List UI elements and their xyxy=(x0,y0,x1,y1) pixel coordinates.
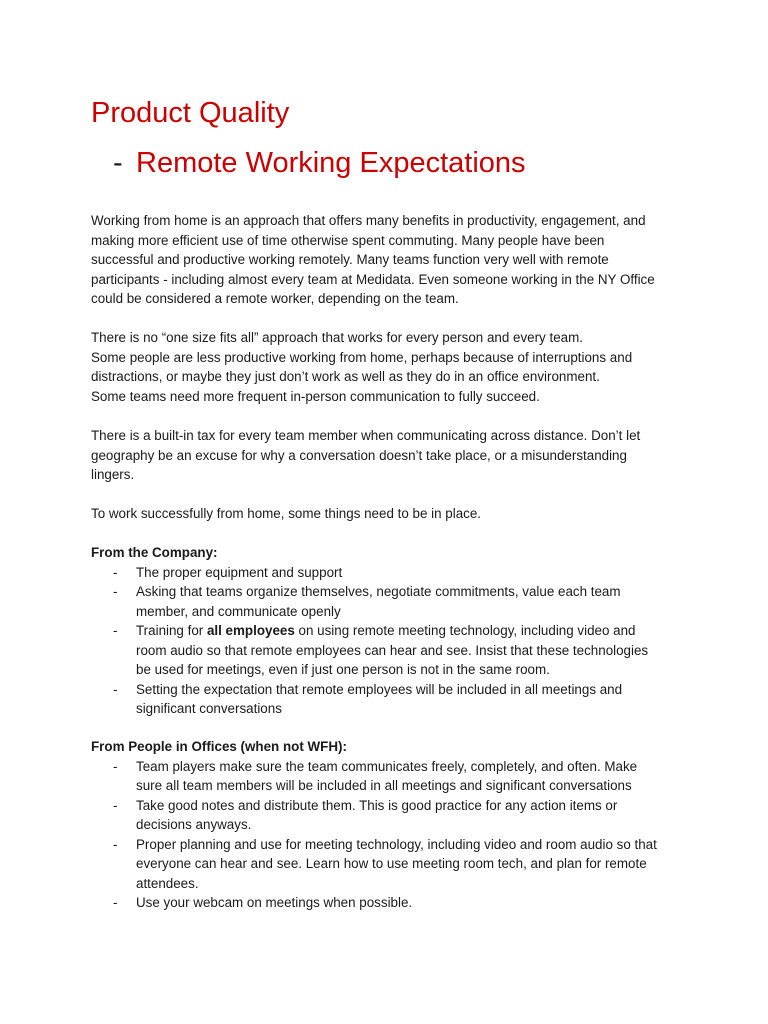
paragraph-line: Some teams need more frequent in-person communication to fully succeed. xyxy=(91,388,540,404)
bullet-dash: - xyxy=(113,758,118,774)
paragraph-line: geography be an excuse for why a conversation doesn’t take place, or a misunderstanding xyxy=(91,447,627,463)
subtitle-text: Remote Working Expectations xyxy=(136,147,526,179)
paragraph-line: making more efficient use of time otherwise spent commuting. Many people have been xyxy=(91,232,605,248)
company-list xyxy=(91,563,681,719)
bullet-dash: - xyxy=(113,681,118,697)
offices-list xyxy=(91,757,681,913)
list-item-line: member, and communicate openly xyxy=(136,603,341,619)
document-subtitle xyxy=(113,143,526,183)
bullet-dash: - xyxy=(113,836,118,852)
list-item-line: The proper equipment and support xyxy=(136,564,343,580)
list-item-line xyxy=(136,621,681,641)
paragraph-line: Some people are less productive working from home, perhaps because of interruptions and xyxy=(91,349,633,365)
document-title: Product Quality xyxy=(91,97,290,129)
bullet-dash: - xyxy=(113,623,118,638)
list-item-line: significant conversations xyxy=(136,701,282,716)
list-item-line: be used for meetings, even if just one person is not in the same room. xyxy=(136,662,550,677)
text-run: on using remote meeting technology, including video and xyxy=(294,623,636,638)
list-item-line: Proper planning and use for meeting technology, including video and room audio so that xyxy=(136,836,657,852)
bullet-dash: - xyxy=(113,564,118,580)
list-item-line: Asking that teams organize themselves, negotiate commitments, value each team xyxy=(136,584,621,599)
list-item-line: sure all team members will be included in all meetings and significant conversations xyxy=(136,778,632,793)
paragraph-line: participants - including almost every team at Medidata. Even someone working in the NY Office xyxy=(91,271,655,287)
paragraph-line: To work successfully from home, some things need to be in place. xyxy=(91,506,482,521)
bullet-dash: - xyxy=(113,895,118,910)
list-item-line: Use your webcam on meetings when possible. xyxy=(136,895,413,910)
list-item xyxy=(91,796,681,835)
list-item xyxy=(91,757,681,796)
paragraph-intro xyxy=(91,211,681,309)
paragraph-work-successfully xyxy=(91,504,681,524)
text-run: Training for xyxy=(136,623,207,638)
list-item-line: everyone can hear and see. Learn how to use meeting room tech, and plan for remote xyxy=(136,856,647,871)
list-item-line: Team players make sure the team communicates freely, completely, and often. Make xyxy=(136,758,638,774)
list-item xyxy=(91,563,681,583)
subtitle-dash: - xyxy=(113,147,123,179)
list-item xyxy=(91,835,681,894)
paragraph-line: Working from home is an approach that offers many benefits in productivity, engagement, and xyxy=(91,213,646,228)
list-item-line: Setting the expectation that remote employees will be included in all meetings and xyxy=(136,681,623,697)
list-item xyxy=(91,893,681,913)
list-item xyxy=(91,621,681,680)
list-item-line: Take good notes and distribute them. This is good practice for any action items or xyxy=(136,797,618,813)
list-item xyxy=(91,582,681,621)
bullet-dash: - xyxy=(113,584,118,599)
section-heading-company: From the Company: xyxy=(91,545,218,560)
section-heading-offices: From People in Offices (when not WFH): xyxy=(91,739,347,754)
paragraph-one-size xyxy=(91,328,681,406)
bullet-dash: - xyxy=(113,797,118,813)
paragraph-line: distractions, or maybe they just don’t work as well as they do in an office environment. xyxy=(91,369,600,384)
paragraph-tax xyxy=(91,426,681,485)
section-company xyxy=(91,543,681,719)
list-item xyxy=(91,680,681,719)
paragraph-line: lingers. xyxy=(91,467,135,482)
section-offices xyxy=(91,737,681,913)
paragraph-line: could be considered a remote worker, depending on the team. xyxy=(91,291,459,306)
paragraph-line: There is a built-in tax for every team member when communicating across distance. Don’t let xyxy=(91,428,641,443)
list-item-line: decisions anyways. xyxy=(136,817,252,832)
emphasis-all-employees: all employees xyxy=(206,623,295,638)
paragraph-line: There is no “one size fits all” approach that works for every person and every team. xyxy=(91,330,583,345)
paragraph-line: successful and productive working remotely. Many teams function very well with remote xyxy=(91,252,609,267)
list-item-line: room audio so that remote employees can hear and see. Insist that these technologies xyxy=(136,642,649,658)
list-item-line: attendees. xyxy=(136,875,199,891)
